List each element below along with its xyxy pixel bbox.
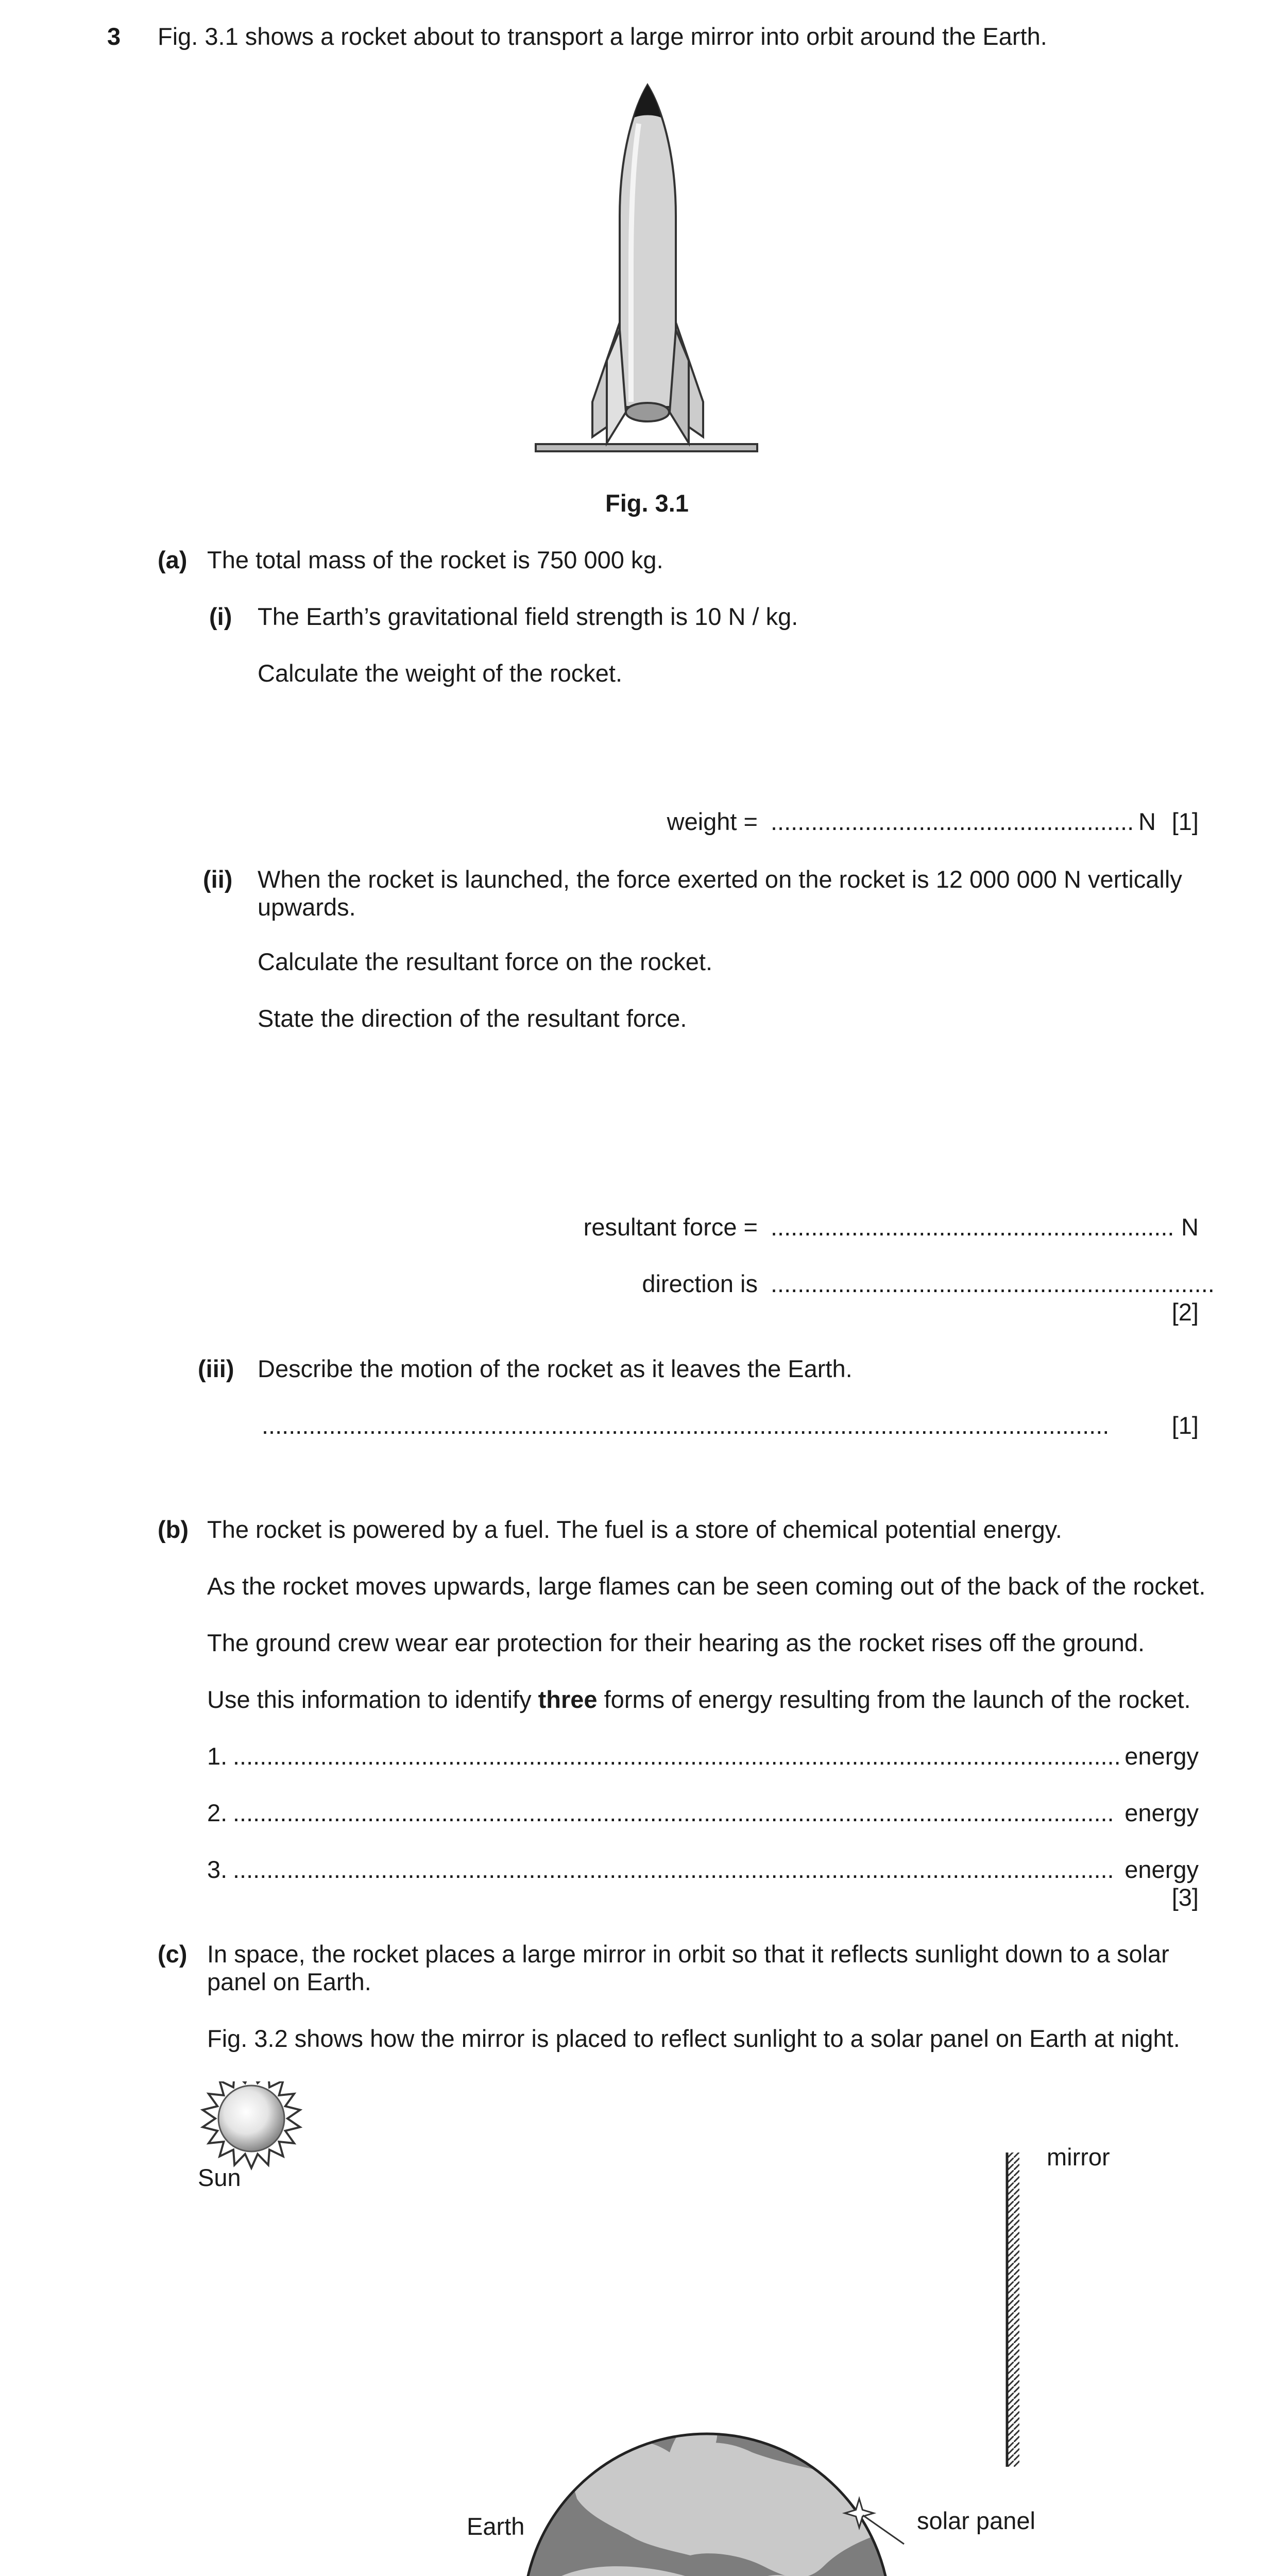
direction-label: direction is	[642, 1270, 758, 1297]
fig-3-1-caption: Fig. 3.1	[605, 489, 689, 517]
part-b-marks: [3]	[1171, 1884, 1199, 1911]
part-a-ii-label: (ii)	[203, 866, 233, 893]
sun-label: Sun	[198, 2164, 241, 2191]
mirror-icon	[1007, 2153, 1019, 2467]
energy-answer-3-line[interactable]: ...................................................................................................................................	[233, 1856, 1114, 1883]
part-a-stem: The total mass of the rocket is 750 000 kg.	[207, 546, 663, 573]
energy-answer-2-line[interactable]: ...................................................................................................................................	[233, 1799, 1114, 1826]
earth-label: Earth	[467, 2513, 525, 2540]
rocket-figure	[0, 72, 1278, 515]
part-b-line-4-post: forms of energy resulting from the launch of the rocket.	[597, 1686, 1191, 1713]
solar-panel-label: solar panel	[917, 2507, 1035, 2534]
energy-answer-3-word: energy	[1124, 1856, 1199, 1883]
resultant-force-label: resultant force =	[583, 1213, 758, 1241]
part-a-i-text: The Earth’s gravitational field strength is 10 N / kg.	[258, 603, 798, 630]
part-a-iii-text: Describe the motion of the rocket as it leaves the Earth.	[258, 1355, 853, 1382]
part-a-iii-answer-line[interactable]: ..............................................................................................................................	[262, 1412, 1110, 1439]
energy-answer-2-num: 2.	[207, 1799, 228, 1826]
part-b-line-2: As the rocket moves upwards, large flames can be seen coming out of the back of the rocket.	[207, 1572, 1206, 1600]
direction-line[interactable]: ..................................................................	[771, 1270, 1215, 1297]
resultant-force-line[interactable]: ............................................................	[771, 1213, 1174, 1241]
part-a-ii-text-1: When the rocket is launched, the force exerted on the rocket is 12 000 000 N vertically	[258, 866, 1182, 893]
part-b-line-1: The rocket is powered by a fuel. The fuel is a store of chemical potential energy.	[207, 1516, 1062, 1543]
part-b-line-4-bold: three	[538, 1686, 598, 1713]
part-a-i-instruction: Calculate the weight of the rocket.	[258, 659, 623, 687]
energy-answer-1-line[interactable]: ....................................................................................................................................	[233, 1742, 1121, 1770]
part-a-i-marks: [1]	[1171, 808, 1199, 835]
part-c-line-3: Fig. 3.2 shows how the mirror is placed to reflect sunlight to a solar panel on Earth at night.	[207, 2025, 1180, 2052]
part-a-ii-instruction-2: State the direction of the resultant force.	[258, 1005, 687, 1032]
question-intro: Fig. 3.1 shows a rocket about to transport a large mirror into orbit around the Earth.	[158, 23, 1047, 50]
part-b-line-4-pre: Use this information to identify	[207, 1686, 538, 1713]
part-a-i-label: (i)	[209, 603, 232, 630]
weight-unit: N	[1138, 808, 1156, 835]
earth-icon	[523, 2418, 907, 2576]
energy-answer-2-word: energy	[1124, 1799, 1199, 1826]
resultant-force-unit: N	[1181, 1213, 1199, 1241]
part-b-line-4	[207, 1686, 1191, 1714]
weight-answer-label: weight =	[667, 808, 758, 835]
part-c-label: (c)	[158, 1940, 188, 1968]
energy-answer-1-word: energy	[1124, 1742, 1199, 1770]
energy-answer-3-num: 3.	[207, 1856, 228, 1883]
rocket-icon	[536, 85, 757, 451]
question-number: 3	[107, 23, 121, 50]
part-a-label: (a)	[158, 546, 188, 573]
part-b-label: (b)	[158, 1516, 189, 1543]
part-a-ii-marks: [2]	[1171, 1298, 1199, 1326]
energy-answer-1-num: 1.	[207, 1742, 228, 1770]
part-a-ii-instruction-1: Calculate the resultant force on the rocket.	[258, 948, 713, 975]
sun-icon	[203, 2081, 300, 2168]
weight-answer-line[interactable]: ......................................................	[771, 808, 1134, 835]
part-a-iii-label: (iii)	[198, 1355, 234, 1382]
part-a-iii-marks: [1]	[1171, 1412, 1199, 1439]
part-a-ii-text-2: upwards.	[258, 893, 356, 921]
mirror-label: mirror	[1047, 2143, 1110, 2171]
part-b-line-3: The ground crew wear ear protection for their hearing as the rocket rises off the ground.	[207, 1629, 1145, 1656]
part-c-line-2: panel on Earth.	[207, 1968, 371, 1995]
part-c-line-1: In space, the rocket places a large mirror in orbit so that it reflects sunlight down to a solar	[207, 1940, 1169, 1968]
